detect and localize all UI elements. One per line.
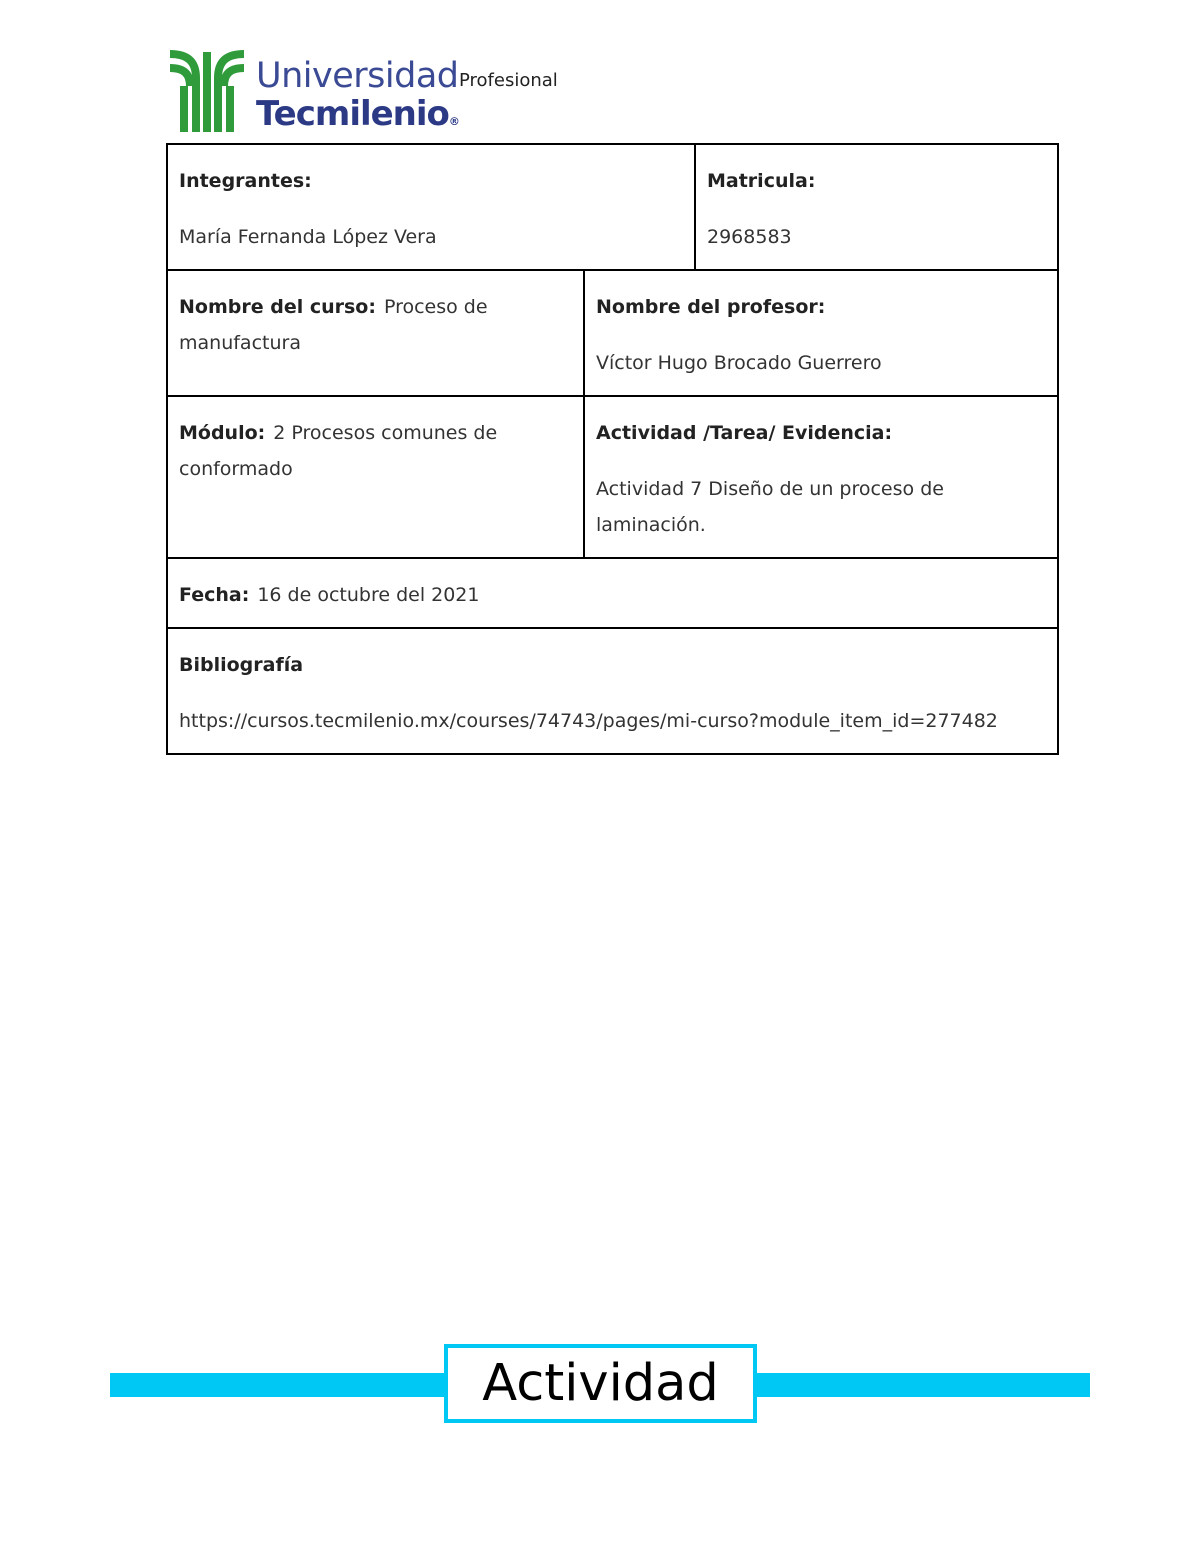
profesor-value: Víctor Hugo Brocado Guerrero xyxy=(596,352,882,374)
bibliografia-label: Bibliografía xyxy=(179,654,304,676)
logo-universidad-text: Universidad xyxy=(256,56,459,96)
integrantes-cell xyxy=(167,144,695,270)
modulo-value: 2 Procesos comunes de conformado xyxy=(179,422,498,480)
logo-tecmilenio-text xyxy=(256,94,460,142)
activity-banner-label: Actividad xyxy=(444,1344,757,1423)
registered-mark: ® xyxy=(448,115,460,128)
logo-profesional-text: Profesional xyxy=(459,70,558,91)
student-info-table xyxy=(166,143,1059,755)
university-logo xyxy=(166,48,586,138)
modulo-cell xyxy=(167,396,584,558)
actividad-cell xyxy=(584,396,1058,558)
matricula-cell xyxy=(695,144,1058,270)
integrantes-value: María Fernanda López Vera xyxy=(179,226,437,248)
profesor-label: Nombre del profesor: xyxy=(596,296,826,318)
fecha-value: 16 de octubre del 2021 xyxy=(257,584,480,606)
curso-cell xyxy=(167,270,584,396)
tecmilenio-logo-icon xyxy=(166,48,248,134)
fecha-cell xyxy=(167,558,1058,628)
fecha-label: Fecha: xyxy=(179,584,250,606)
bibliografia-link[interactable]: https://cursos.tecmilenio.mx/courses/74743/pages/mi-curso?module_item_id=277482 xyxy=(179,710,998,732)
matricula-label: Matricula: xyxy=(707,170,816,192)
curso-label: Nombre del curso: xyxy=(179,296,376,318)
profesor-cell xyxy=(584,270,1058,396)
actividad-value: Actividad 7 Diseño de un proceso de laminación. xyxy=(596,478,944,536)
matricula-value: 2968583 xyxy=(707,226,792,248)
logo-tecmilenio-word: Tecmilenio xyxy=(256,94,449,134)
integrantes-label: Integrantes: xyxy=(179,170,312,192)
curso-value: Proceso de manufactura xyxy=(179,296,488,354)
modulo-label: Módulo: xyxy=(179,422,266,444)
bibliografia-cell xyxy=(167,628,1058,754)
actividad-label: Actividad /Tarea/ Evidencia: xyxy=(596,422,893,444)
